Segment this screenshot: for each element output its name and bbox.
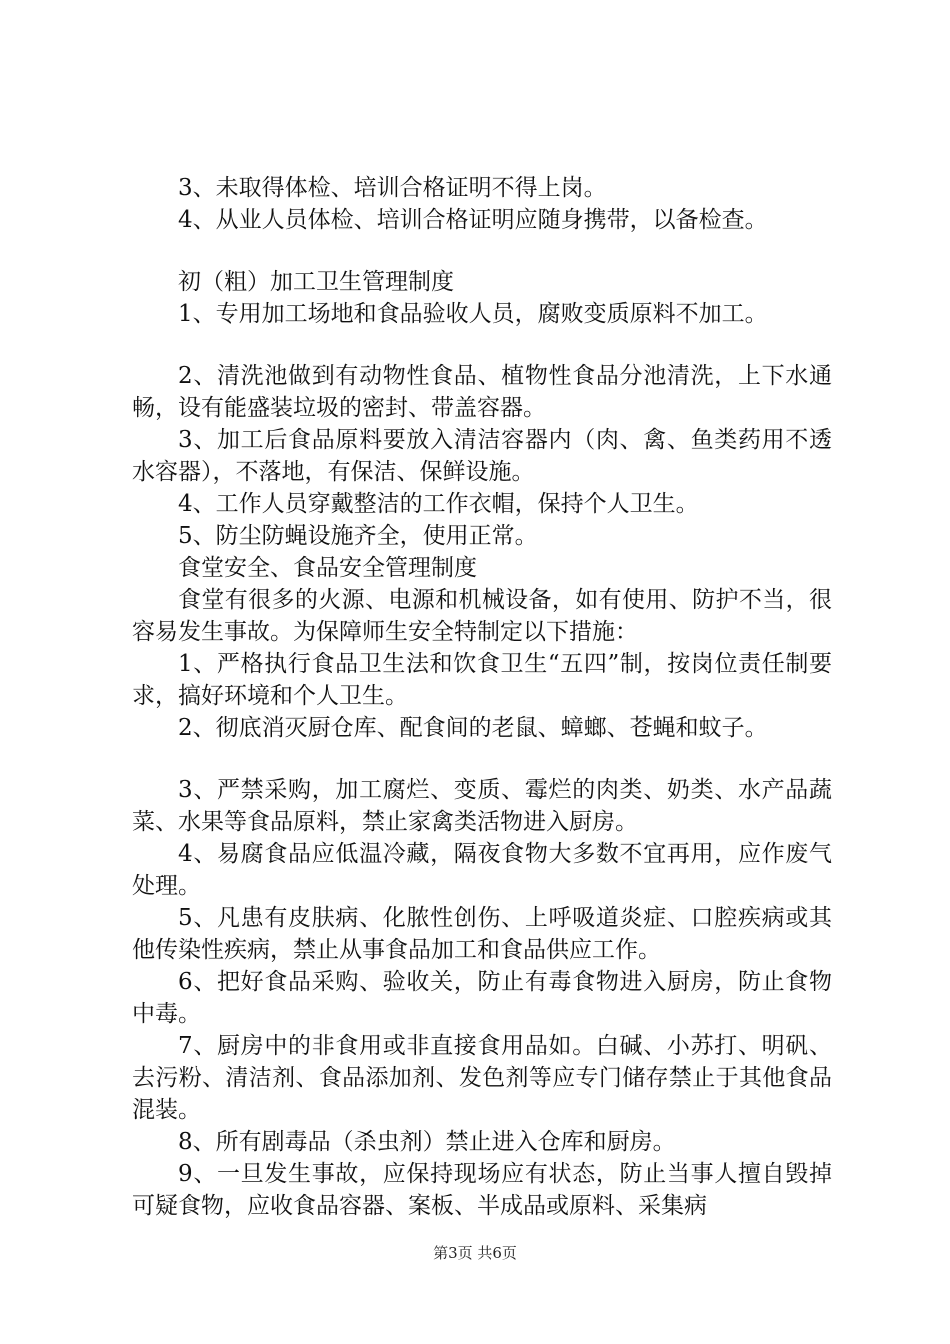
paragraph: 7、厨房中的非食用或非直接食用品如。白碱、小苏打、明矾、去污粉、清洁剂、食品添加剂、发色剂等应专门储存禁止于其他食品混装。 — [132, 1033, 832, 1123]
paragraph: 1、专用加工场地和食品验收人员，腐败变质原料不加工。 — [178, 301, 768, 327]
paragraph: 4、工作人员穿戴整洁的工作衣帽，保持个人卫生。 — [178, 491, 699, 517]
paragraph: 4、从业人员体检、培训合格证明应随身携带，以备检查。 — [178, 207, 768, 233]
paragraph: 食堂有很多的火源、电源和机械设备，如有使用、防护不当，很容易发生事故。为保障师生安全特制定以下措施： — [132, 587, 832, 645]
paragraph: 5、防尘防蝇设施齐全，使用正常。 — [178, 523, 538, 549]
paragraph: 9、一旦发生事故，应保持现场应有状态，防止当事人擅自毁掉可疑食物，应收食品容器、案板、半成品或原料、采集病 — [132, 1161, 832, 1219]
paragraph: 5、凡患有皮肤病、化脓性创伤、上呼吸道炎症、口腔疾病或其他传染性疾病，禁止从事食品加工和食品供应工作。 — [132, 905, 832, 963]
paragraph-gap — [132, 330, 832, 360]
document-body — [132, 172, 832, 1222]
section-heading: 初（粗）加工卫生管理制度 — [178, 269, 454, 295]
paragraph: 3、加工后食品原料要放入清洁容器内（肉、禽、鱼类药用不透水容器），不落地，有保洁、保鲜设施。 — [132, 427, 832, 485]
paragraph: 3、严禁采购，加工腐烂、变质、霉烂的肉类、奶类、水产品蔬菜、水果等食品原料，禁止家禽类活物进入厨房。 — [132, 777, 832, 835]
paragraph-gap — [132, 236, 832, 266]
paragraph: 2、清洗池做到有动物性食品、植物性食品分池清洗，上下水通畅，设有能盛装垃圾的密封、带盖容器。 — [132, 363, 832, 421]
paragraph-gap — [132, 744, 832, 774]
paragraph: 3、未取得体检、培训合格证明不得上岗。 — [178, 175, 607, 201]
paragraph: 2、彻底消灭厨仓库、配食间的老鼠、蟑螂、苍蝇和蚊子。 — [178, 715, 768, 741]
page-footer: 第3页 共6页 — [433, 1244, 517, 1262]
paragraph: 6、把好食品采购、验收关，防止有毒食物进入厨房，防止食物中毒。 — [132, 969, 832, 1027]
paragraph: 4、易腐食品应低温冷藏，隔夜食物大多数不宜再用，应作废气处理。 — [132, 841, 832, 899]
paragraph: 1、严格执行食品卫生法和饮食卫生“五四”制，按岗位责任制要求，搞好环境和个人卫生。 — [132, 651, 832, 709]
section-heading: 食堂安全、食品安全管理制度 — [178, 555, 477, 581]
paragraph: 8、所有剧毒品（杀虫剂）禁止进入仓库和厨房。 — [178, 1129, 676, 1155]
